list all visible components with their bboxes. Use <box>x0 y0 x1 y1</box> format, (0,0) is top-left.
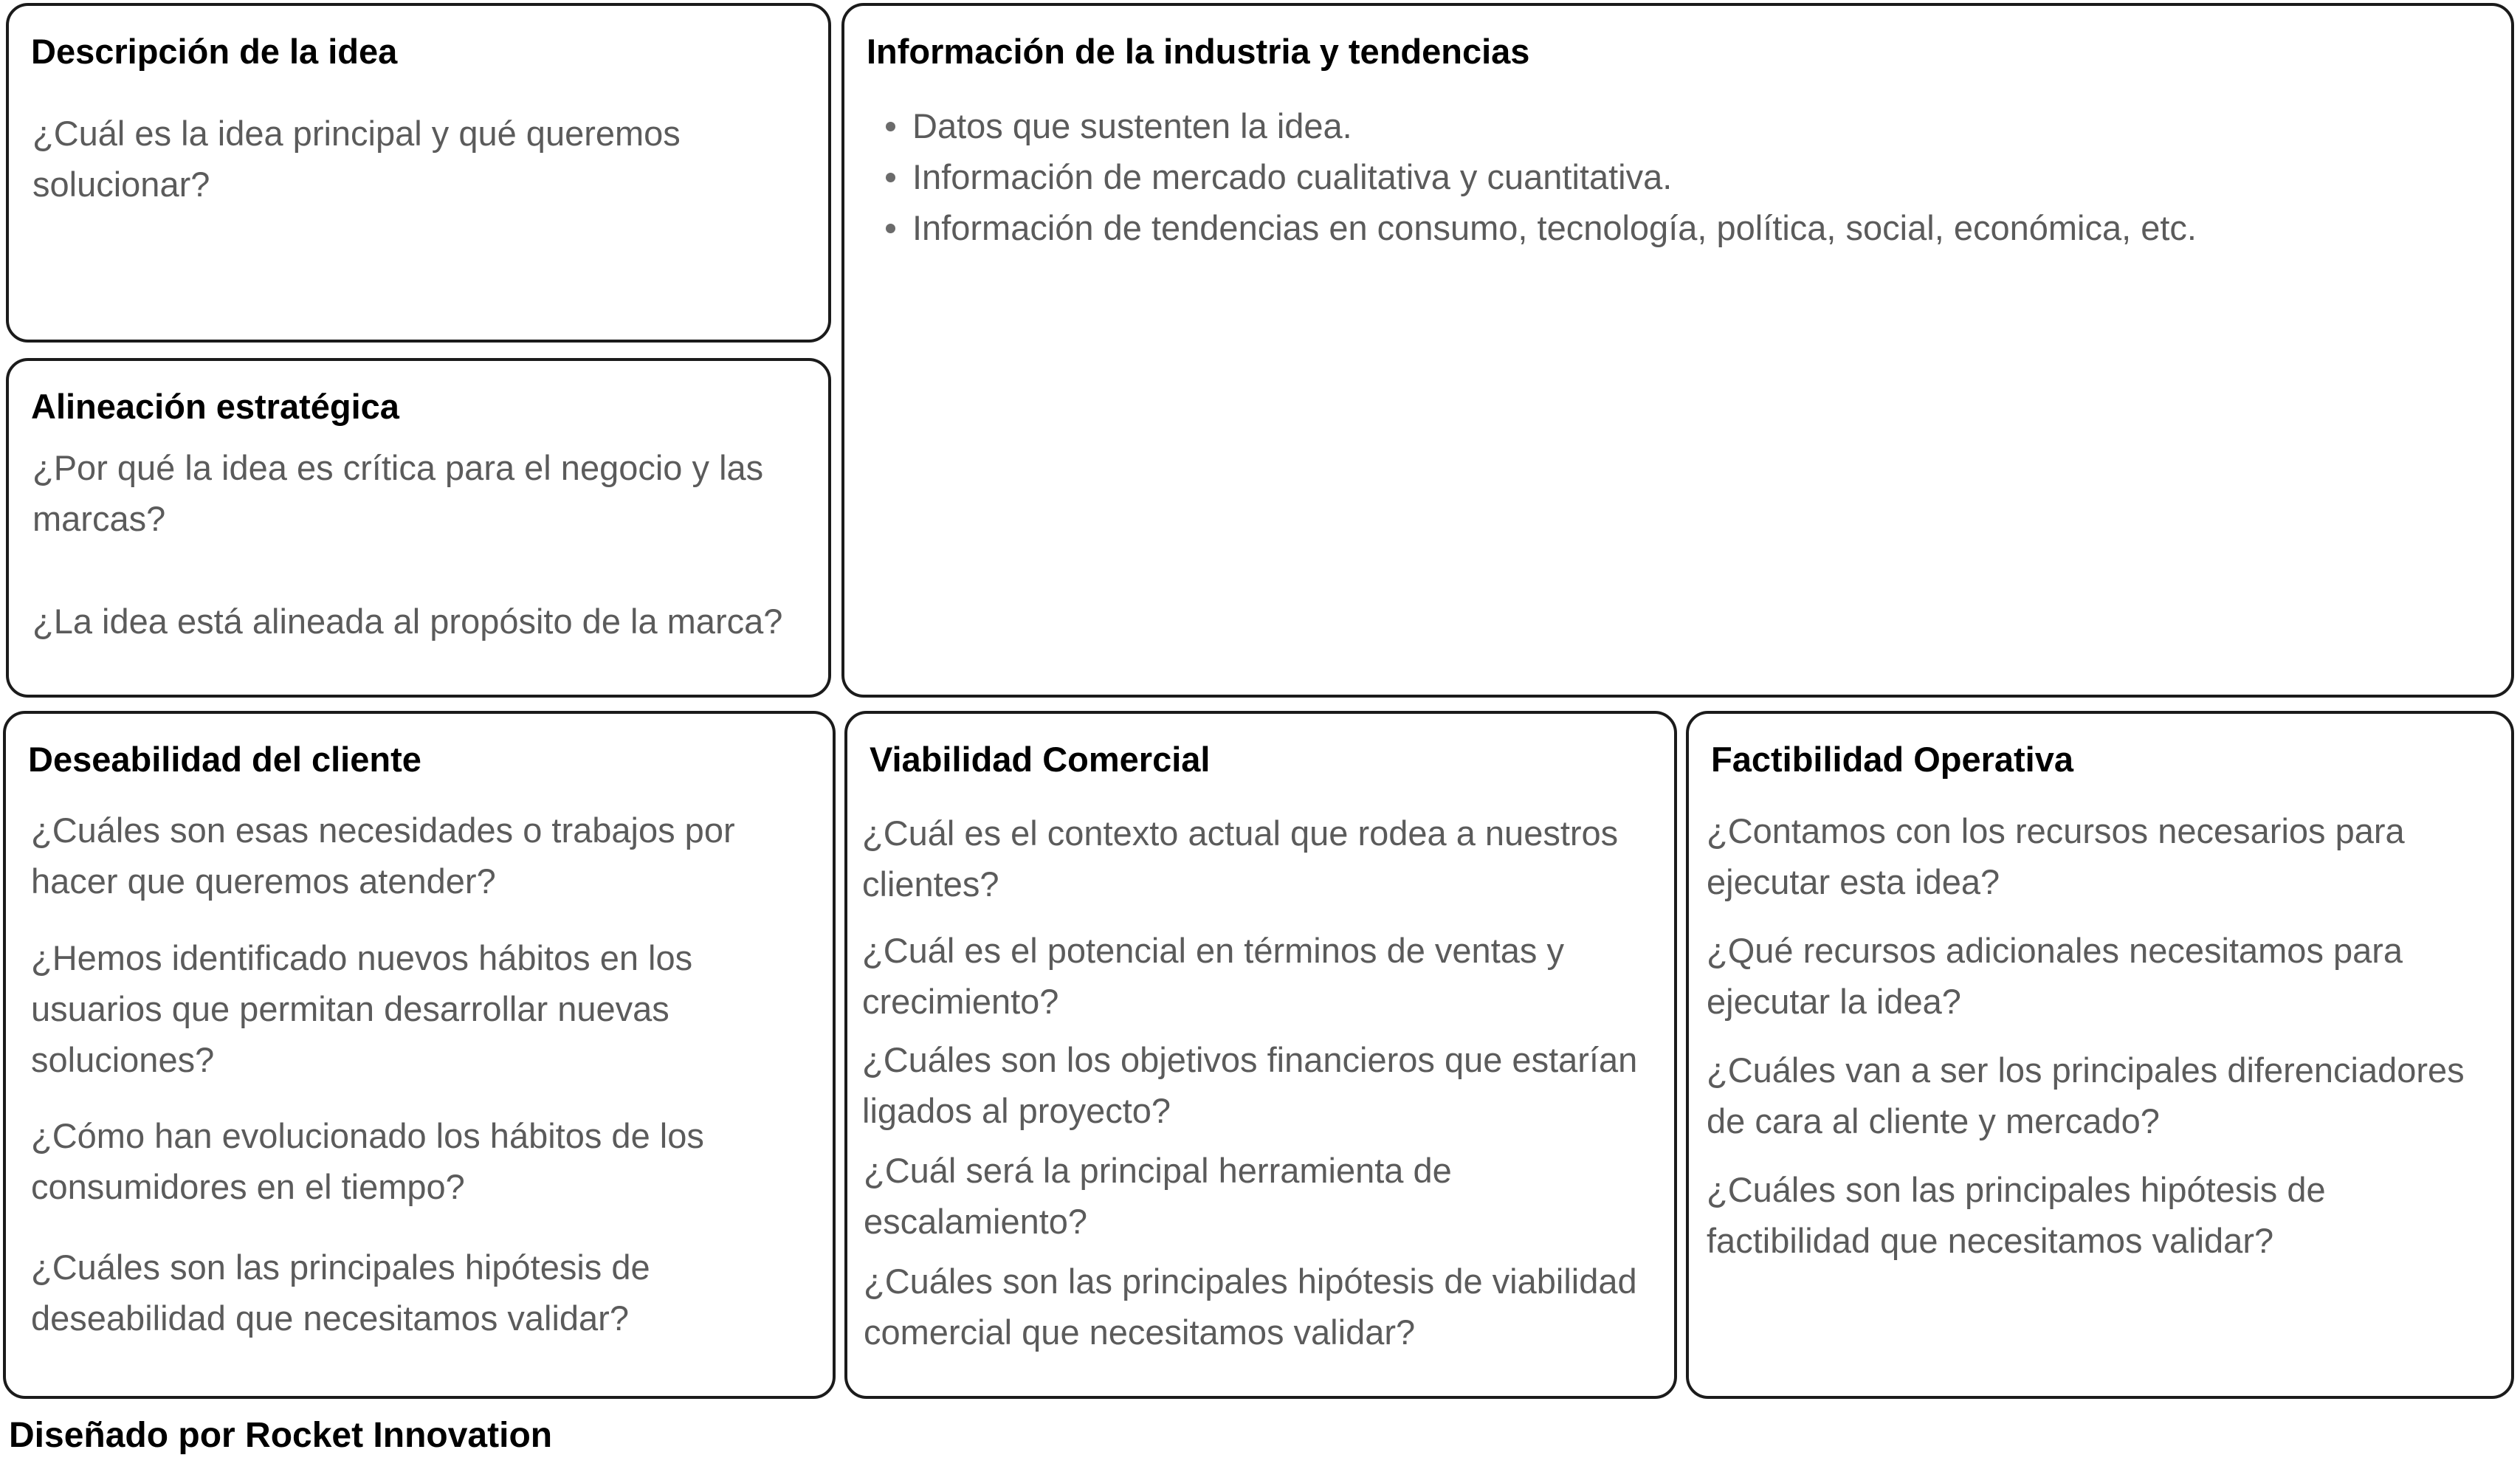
viability-question-scaling: ¿Cuál será la principal herramienta de escalamiento? <box>864 1151 1452 1241</box>
customer-desirability-card <box>3 711 836 1399</box>
industry-trends-card <box>841 3 2514 698</box>
feasibility-question-resources: ¿Contamos con los recursos necesarios para ejecutar esta idea? <box>1707 811 2405 901</box>
viability-question-financial: ¿Cuáles son los objetivos financieros que estarían ligados al proyecto? <box>862 1040 1638 1130</box>
viability-question-context: ¿Cuál es el contexto actual que rodea a nuestros clientes? <box>862 813 1619 904</box>
industry-bullet-item: Información de mercado cualitativa y cuantitativa. <box>880 151 2197 202</box>
desirability-question-habits: ¿Hemos identificado nuevos hábitos en los usuarios que permitan desarrollar nuevas soluciones? <box>31 938 693 1079</box>
viability-question-potential: ¿Cuál es el potencial en términos de ventas y crecimiento? <box>862 931 1564 1021</box>
industry-bullet-item: Datos que sustenten la idea. <box>880 100 2197 151</box>
industry-bullet-item: Información de tendencias en consumo, tecnología, política, social, económica, etc. <box>880 202 2197 253</box>
customer-desirability-title: Deseabilidad del cliente <box>28 740 421 779</box>
desirability-question-needs: ¿Cuáles son esas necesidades o trabajos por hacer que queremos atender? <box>31 811 735 901</box>
commercial-viability-title: Viabilidad Comercial <box>870 740 1211 779</box>
viability-question-hypotheses: ¿Cuáles son las principales hipótesis de viabilidad comercial que necesitamos validar? <box>864 1262 1637 1352</box>
feasibility-question-additional: ¿Qué recursos adicionales necesitamos para ejecutar la idea? <box>1707 931 2403 1021</box>
idea-question-main: ¿Cuál es la idea principal y qué queremos solucionar? <box>32 114 681 204</box>
operational-feasibility-card <box>1686 711 2514 1399</box>
desirability-question-evolution: ¿Cómo han evolucionado los hábitos de los consumidores en el tiempo? <box>31 1116 704 1206</box>
strategic-alignment-card <box>6 358 831 698</box>
commercial-viability-card <box>844 711 1677 1399</box>
feasibility-question-differentiators: ¿Cuáles van a ser los principales diferenciadores de cara al cliente y mercado? <box>1707 1050 2465 1141</box>
feasibility-question-hypotheses: ¿Cuáles son las principales hipótesis de factibilidad que necesitamos validar? <box>1707 1170 2326 1260</box>
idea-description-card <box>6 3 831 343</box>
industry-bullet-list <box>880 100 2197 253</box>
bullet-dot-icon <box>886 173 895 182</box>
footer-credit: Diseñado por Rocket Innovation <box>9 1416 553 1455</box>
strategic-alignment-title: Alineación estratégica <box>31 387 399 426</box>
bullet-dot-icon <box>886 224 895 233</box>
operational-feasibility-title: Factibilidad Operativa <box>1711 740 2074 779</box>
bullet-dot-icon <box>886 122 895 131</box>
industry-trends-title: Información de la industria y tendencias <box>867 32 1530 71</box>
alignment-question-critical: ¿Por qué la idea es crítica para el negocio y las marcas? <box>32 448 764 538</box>
alignment-question-purpose: ¿La idea está alineada al propósito de la marca? <box>32 602 783 641</box>
idea-description-title: Descripción de la idea <box>31 32 398 71</box>
desirability-question-hypotheses: ¿Cuáles son las principales hipótesis de deseabilidad que necesitamos validar? <box>31 1248 650 1338</box>
